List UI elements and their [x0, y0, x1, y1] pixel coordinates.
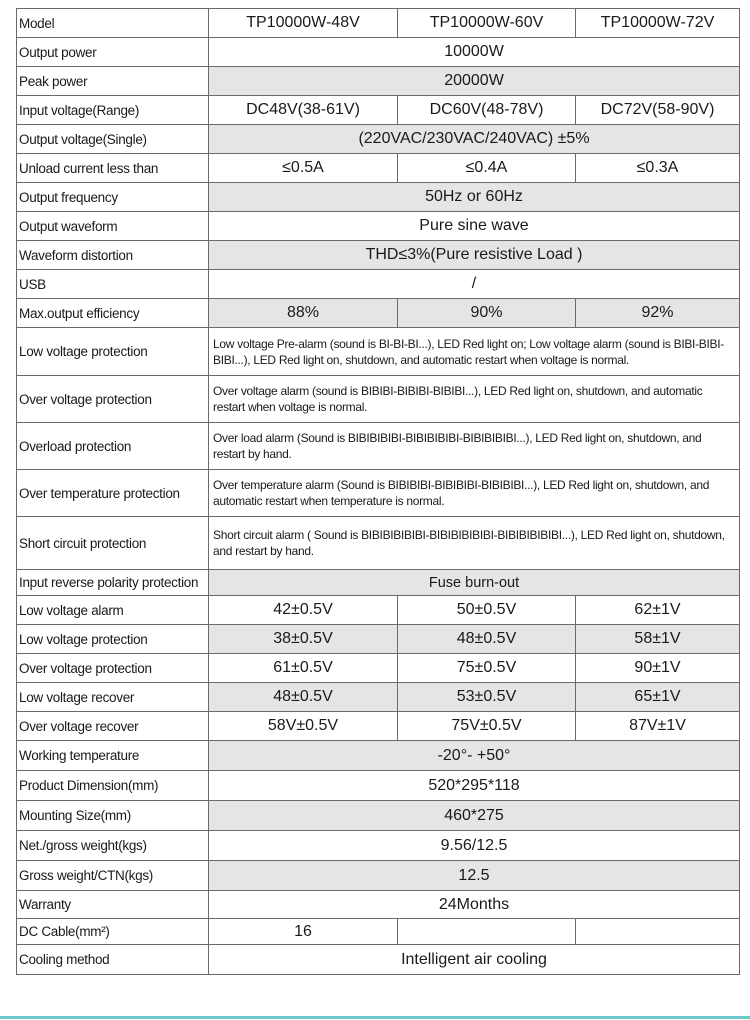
spec-row-unload-current-less-than — [17, 154, 740, 183]
model-48v: TP10000W-48V — [209, 9, 398, 38]
spec-value — [576, 919, 740, 945]
spec-row-short-circuit-protection — [17, 517, 740, 570]
spec-value: 75V±0.5V — [398, 712, 576, 741]
spec-value: -20°- +50° — [209, 741, 740, 771]
spec-value: 16 — [209, 919, 398, 945]
spec-row-usb — [17, 270, 740, 299]
spec-value: 9.56/12.5 — [209, 831, 740, 861]
spec-row-warranty — [17, 891, 740, 919]
spec-row-low-voltage-protection — [17, 328, 740, 376]
model-72v: TP10000W-72V — [576, 9, 740, 38]
spec-description: Over voltage alarm (sound is BIBIBI-BIBIBI-BIBIBI...), LED Red light on, shutdown, and automatic restart when voltage is normal. — [209, 376, 740, 423]
spec-row-over-voltage-protection — [17, 376, 740, 423]
spec-label: Over voltage recover — [17, 712, 209, 741]
spec-table — [16, 8, 740, 975]
spec-row-cooling-method — [17, 945, 740, 975]
spec-value: DC48V(38-61V) — [209, 96, 398, 125]
spec-value: 58V±0.5V — [209, 712, 398, 741]
spec-value: 90±1V — [576, 654, 740, 683]
spec-value: Pure sine wave — [209, 212, 740, 241]
spec-row-low-voltage-recover — [17, 683, 740, 712]
spec-row-input-voltage-range — [17, 96, 740, 125]
spec-value: 48±0.5V — [398, 625, 576, 654]
spec-label: Output frequency — [17, 183, 209, 212]
spec-label: Overload protection — [17, 423, 209, 470]
spec-value: 10000W — [209, 38, 740, 67]
spec-row-net-gross-weight-kgs — [17, 831, 740, 861]
spec-label: Gross weight/CTN(kgs) — [17, 861, 209, 891]
spec-label: Low voltage protection — [17, 625, 209, 654]
spec-value: Fuse burn-out — [209, 570, 740, 596]
spec-description: Over load alarm (Sound is BIBIBIBIBI-BIBIBIBIBI-BIBIBIBIBI...), LED Red light on, shutdown, and restart by hand. — [209, 423, 740, 470]
spec-value: 50±0.5V — [398, 596, 576, 625]
spec-label: Low voltage alarm — [17, 596, 209, 625]
spec-row-output-power — [17, 38, 740, 67]
spec-row-over-voltage-recover — [17, 712, 740, 741]
spec-row-low-voltage-protection — [17, 625, 740, 654]
spec-value: 88% — [209, 299, 398, 328]
spec-value: 90% — [398, 299, 576, 328]
spec-value: (220VAC/230VAC/240VAC) ±5% — [209, 125, 740, 154]
spec-row-input-reverse-polarity-protection — [17, 570, 740, 596]
spec-label: Over temperature protection — [17, 470, 209, 517]
spec-description: Over temperature alarm (Sound is BIBIBIBI-BIBIBIBI-BIBIBIBI...), LED Red light on, shutdown, and automatic restart when temperature is normal. — [209, 470, 740, 517]
spec-label: Input reverse polarity protection — [17, 570, 209, 596]
spec-value: 12.5 — [209, 861, 740, 891]
spec-value: 65±1V — [576, 683, 740, 712]
spec-row-waveform-distortion — [17, 241, 740, 270]
spec-row-gross-weight-ctn-kgs — [17, 861, 740, 891]
spec-label: Product Dimension(mm) — [17, 771, 209, 801]
spec-row-low-voltage-alarm — [17, 596, 740, 625]
spec-label: Output power — [17, 38, 209, 67]
spec-label: Input voltage(Range) — [17, 96, 209, 125]
spec-label: Low voltage protection — [17, 328, 209, 376]
spec-row-peak-power — [17, 67, 740, 96]
spec-label: Short circuit protection — [17, 517, 209, 570]
model-label: Model — [17, 9, 209, 38]
spec-label: Warranty — [17, 891, 209, 919]
spec-description: Short circuit alarm ( Sound is BIBIBIBIBIBI-BIBIBIBIBIBI-BIBIBIBIBIBI...), LED Red light on, shutdown, and restart by hand. — [209, 517, 740, 570]
spec-label: Mounting Size(mm) — [17, 801, 209, 831]
spec-value: DC60V(48-78V) — [398, 96, 576, 125]
spec-label: Low voltage recover — [17, 683, 209, 712]
spec-label: USB — [17, 270, 209, 299]
spec-value: 61±0.5V — [209, 654, 398, 683]
spec-value: 20000W — [209, 67, 740, 96]
spec-label: Waveform distortion — [17, 241, 209, 270]
spec-label: DC Cable(mm²) — [17, 919, 209, 945]
spec-row-dc-cable-mm — [17, 919, 740, 945]
spec-value: / — [209, 270, 740, 299]
spec-row-output-voltage-single — [17, 125, 740, 154]
spec-value: 87V±1V — [576, 712, 740, 741]
spec-value: ≤0.3A — [576, 154, 740, 183]
spec-row-working-temperature — [17, 741, 740, 771]
spec-value: 53±0.5V — [398, 683, 576, 712]
spec-row-overload-protection — [17, 423, 740, 470]
spec-label: Unload current less than — [17, 154, 209, 183]
spec-value: 42±0.5V — [209, 596, 398, 625]
spec-value: DC72V(58-90V) — [576, 96, 740, 125]
spec-value — [398, 919, 576, 945]
spec-description: Low voltage Pre-alarm (sound is BI-BI-BI...), LED Red light on; Low voltage alarm (sound is BIBI-BIBI-BIBI...), LED Red light on, shutdown, and automatic restart when voltage is normal. — [209, 328, 740, 376]
spec-value: THD≤3%(Pure resistive Load ) — [209, 241, 740, 270]
spec-value: 62±1V — [576, 596, 740, 625]
spec-row-mounting-size-mm — [17, 801, 740, 831]
spec-value: Intelligent air cooling — [209, 945, 740, 975]
spec-value: 520*295*118 — [209, 771, 740, 801]
spec-label: Working temperature — [17, 741, 209, 771]
spec-label: Over voltage protection — [17, 376, 209, 423]
model-60v: TP10000W-60V — [398, 9, 576, 38]
spec-value: 48±0.5V — [209, 683, 398, 712]
spec-row-product-dimension-mm — [17, 771, 740, 801]
footer-divider — [0, 1016, 750, 1019]
spec-value: 460*275 — [209, 801, 740, 831]
header-row — [17, 9, 740, 38]
spec-row-over-temperature-protection — [17, 470, 740, 517]
spec-value: 92% — [576, 299, 740, 328]
spec-label: Cooling method — [17, 945, 209, 975]
spec-value: 58±1V — [576, 625, 740, 654]
spec-label: Max.output efficiency — [17, 299, 209, 328]
spec-label: Peak power — [17, 67, 209, 96]
spec-value: 75±0.5V — [398, 654, 576, 683]
spec-label: Output voltage(Single) — [17, 125, 209, 154]
spec-value: ≤0.5A — [209, 154, 398, 183]
spec-row-output-frequency — [17, 183, 740, 212]
spec-value: ≤0.4A — [398, 154, 576, 183]
spec-row-max-output-efficiency — [17, 299, 740, 328]
spec-label: Over voltage protection — [17, 654, 209, 683]
spec-label: Output waveform — [17, 212, 209, 241]
spec-value: 50Hz or 60Hz — [209, 183, 740, 212]
spec-value: 38±0.5V — [209, 625, 398, 654]
spec-row-output-waveform — [17, 212, 740, 241]
spec-value: 24Months — [209, 891, 740, 919]
spec-row-over-voltage-protection — [17, 654, 740, 683]
spec-label: Net./gross weight(kgs) — [17, 831, 209, 861]
